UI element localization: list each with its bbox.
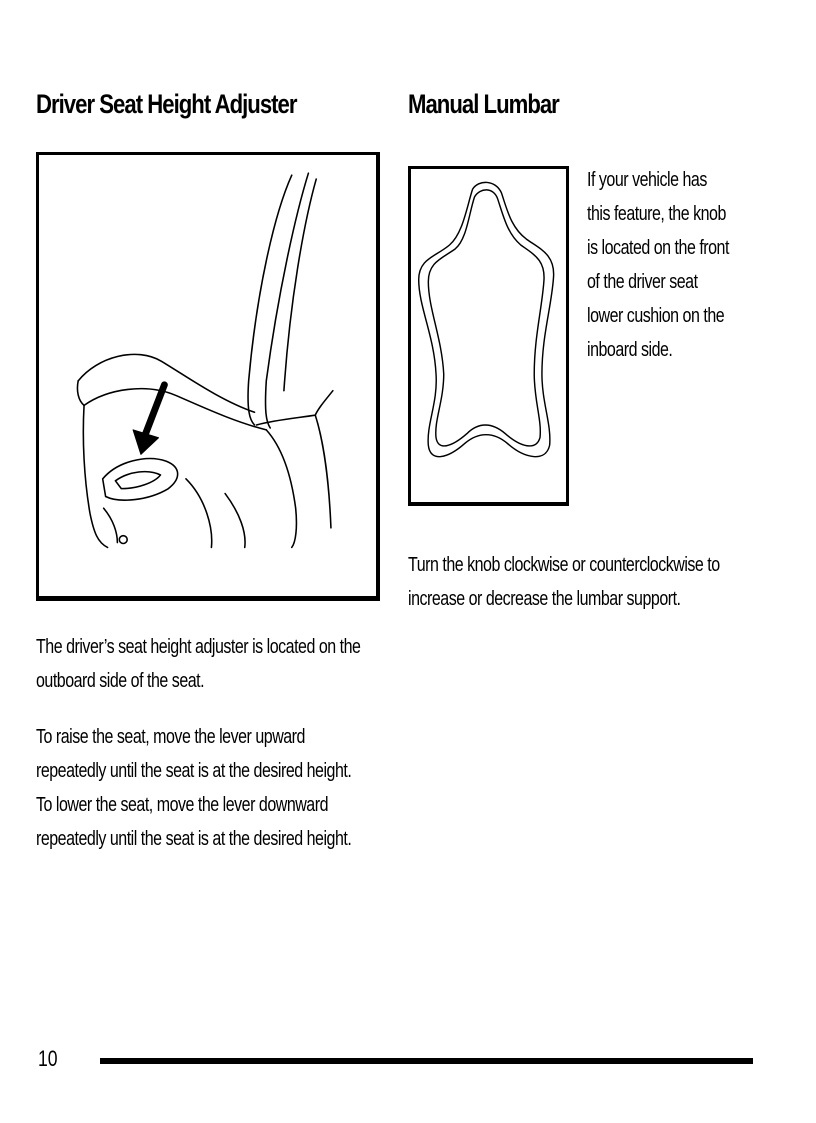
text-line: To raise the seat, move the lever upward (36, 726, 305, 748)
text-line: repeatedly until the seat is at the desired height. (36, 828, 352, 850)
text-line: inboard side. (587, 339, 673, 361)
text-line: this feature, the knob (587, 203, 726, 225)
lumbar-knob-illustration (408, 166, 569, 506)
text-line: Turn the knob clockwise or counterclockwise to (408, 554, 720, 576)
text-line: of the driver seat (587, 271, 698, 293)
height-adjuster-paragraph-2 (36, 720, 351, 856)
lumbar-instruction-paragraph (408, 548, 720, 616)
text-line: repeatedly until the seat is at the desired height. (36, 760, 352, 782)
text-line: is located on the front (587, 237, 729, 259)
text-line: To lower the seat, move the lever downward (36, 794, 328, 816)
height-adjuster-paragraph-1 (36, 630, 360, 698)
seat-height-heading: Driver Seat Height Adjuster (36, 89, 297, 119)
text-line: The driver’s seat height adjuster is located on the (36, 636, 361, 658)
lumbar-location-text (587, 163, 729, 367)
footer-rule (100, 1058, 753, 1064)
text-line: outboard side of the seat. (36, 670, 205, 692)
seat-height-illustration (36, 152, 380, 601)
left-column (36, 84, 386, 850)
right-column (408, 84, 768, 610)
text-line: If your vehicle has (587, 169, 707, 191)
manual-lumbar-heading: Manual Lumbar (408, 89, 559, 119)
page-number: 10 (38, 1046, 58, 1071)
text-line: lower cushion on the (587, 305, 725, 327)
text-line: increase or decrease the lumbar support. (408, 588, 681, 610)
